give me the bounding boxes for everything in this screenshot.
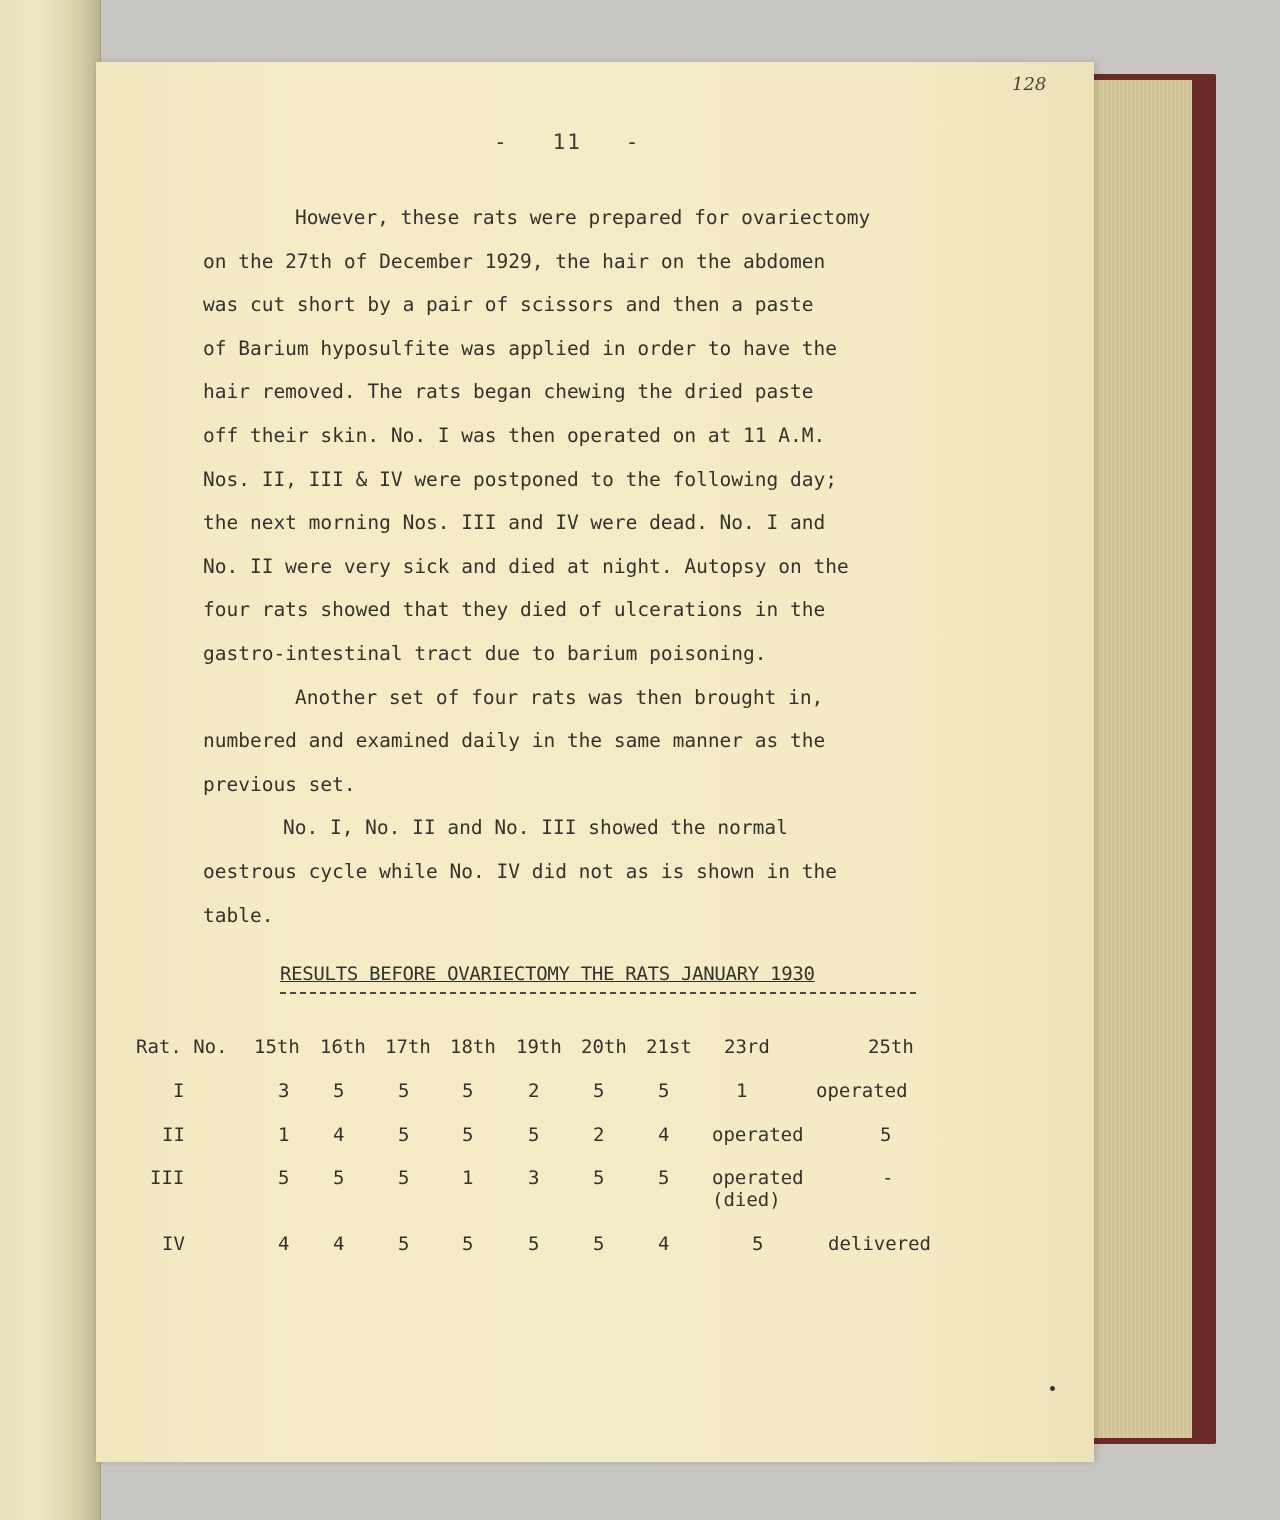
- table-cell: 4: [658, 1233, 670, 1255]
- header-day: 23rd: [724, 1036, 770, 1058]
- header-day: 21st: [646, 1036, 692, 1058]
- header-day: 18th: [450, 1036, 496, 1058]
- body-text: [203, 196, 1003, 937]
- text-line: oestrous cycle while No. IV did not as is shown in the: [203, 859, 837, 883]
- header-day: 19th: [516, 1036, 562, 1058]
- table-cell: 5: [880, 1124, 892, 1146]
- table-title-rule: [280, 992, 916, 994]
- table-cell: 5: [278, 1167, 290, 1189]
- table-cell: operated: [816, 1080, 908, 1102]
- table-cell: 5: [658, 1080, 670, 1102]
- table-cell: 5: [528, 1124, 540, 1146]
- table-cell: 5: [658, 1167, 670, 1189]
- table-cell: 5: [398, 1167, 410, 1189]
- ink-spot: [1050, 1386, 1055, 1391]
- text-line: was cut short by a pair of scissors and then a paste: [203, 293, 814, 317]
- table-cell: 1: [462, 1167, 474, 1189]
- table-cell: 5: [593, 1080, 605, 1102]
- table-cell: 1: [736, 1080, 748, 1102]
- text-line: No. II were very sick and died at night. Autopsy on the: [203, 554, 849, 578]
- text-line: However, these rats were prepared for ovariectomy: [295, 206, 871, 229]
- row-rat-label: III: [150, 1167, 185, 1189]
- table-cell: 2: [593, 1124, 605, 1146]
- text-line: gastro-intestinal tract due to barium poisoning.: [203, 641, 767, 665]
- page-number: - 11 -: [494, 130, 641, 154]
- page-block-edges: [1086, 80, 1192, 1438]
- table-cell: 2: [528, 1080, 540, 1102]
- row-rat-label: IV: [162, 1233, 185, 1255]
- text-line: previous set.: [203, 772, 356, 796]
- table-cell: 5: [528, 1233, 540, 1255]
- text-line: numbered and examined daily in the same manner as the: [203, 729, 826, 753]
- table-cell: 1: [278, 1124, 290, 1146]
- table-cell: 3: [278, 1080, 290, 1102]
- table-cell: 5: [398, 1080, 410, 1102]
- table-cell: 5: [593, 1233, 605, 1255]
- header-rat-no: Rat. No.: [136, 1036, 228, 1058]
- table-cell: 5: [333, 1080, 345, 1102]
- table-cell: 5: [333, 1167, 345, 1189]
- text-line: No. I, No. II and No. III showed the normal: [283, 816, 788, 840]
- table-cell: 5: [462, 1233, 474, 1255]
- table-cell: 5: [752, 1233, 764, 1255]
- row-rat-label: I: [173, 1080, 185, 1102]
- table-cell: operated: [712, 1124, 804, 1146]
- text-line: on the 27th of December 1929, the hair on the abdomen: [203, 249, 826, 273]
- header-day: 16th: [320, 1036, 366, 1058]
- table-cell: 5: [398, 1233, 410, 1255]
- folio-number: 128: [1012, 74, 1047, 95]
- text-line: of Barium hyposulfite was applied in order to have the: [203, 336, 837, 360]
- text-line: four rats showed that they died of ulcerations in the: [203, 598, 826, 622]
- text-line: Another set of four rats was then brought in,: [295, 685, 824, 709]
- table-cell: delivered: [828, 1233, 931, 1255]
- table-cell: 3: [528, 1167, 540, 1189]
- header-day: 15th: [254, 1036, 300, 1058]
- table-cell: 5: [462, 1080, 474, 1102]
- header-day: 25th: [868, 1036, 914, 1058]
- table-cell: operated (died): [712, 1167, 804, 1211]
- table-cell: 5: [398, 1124, 410, 1146]
- table-cell: 5: [593, 1167, 605, 1189]
- table-cell: 4: [333, 1124, 345, 1146]
- table-cell: 4: [278, 1233, 290, 1255]
- header-day: 20th: [581, 1036, 627, 1058]
- text-line: off their skin. No. I was then operated on at 11 A.M.: [203, 423, 826, 447]
- table-cell: 4: [658, 1124, 670, 1146]
- text-line: the next morning Nos. III and IV were dead. No. I and: [203, 511, 826, 535]
- text-line: table.: [203, 903, 274, 927]
- header-day: 17th: [385, 1036, 431, 1058]
- table-title: RESULTS BEFORE OVARIECTOMY THE RATS JANUARY 1930: [280, 963, 815, 985]
- previous-page-edge: [0, 0, 101, 1520]
- text-line: Nos. II, III & IV were postponed to the following day;: [203, 467, 837, 491]
- text-line: hair removed. The rats began chewing the dried paste: [203, 380, 814, 404]
- table-cell: 5: [462, 1124, 474, 1146]
- row-rat-label: II: [162, 1124, 185, 1146]
- table-cell: 4: [333, 1233, 345, 1255]
- table-cell: -: [882, 1167, 894, 1189]
